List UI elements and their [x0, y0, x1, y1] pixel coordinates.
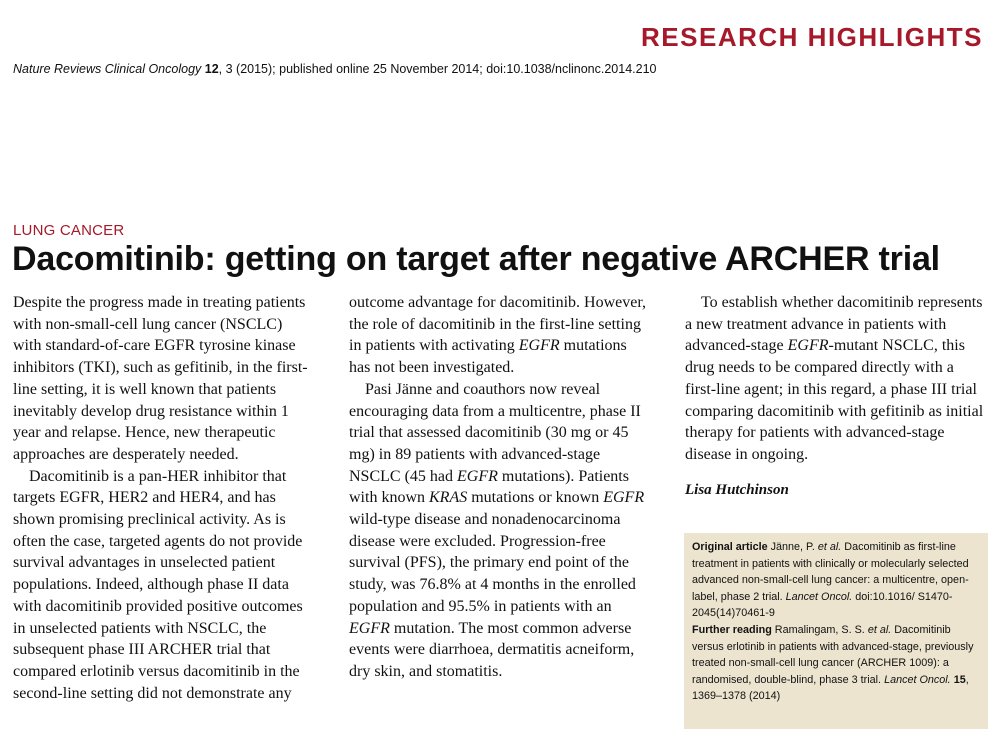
paragraph-dacomitinib-continued — [349, 292, 649, 379]
p2-word: in — [349, 337, 362, 355]
p2-gene: EGFR — [518, 337, 560, 355]
p3-text-e: mutation. The most common adverse events were diarrhoea, dermatitis acneiform, dry skin, and stomatitis. — [349, 619, 635, 680]
p2-word: the — [349, 315, 369, 333]
original-authors: Jänne, P. — [767, 541, 818, 553]
p2-word: outcomes — [241, 597, 303, 615]
p2-word: do — [209, 532, 226, 550]
further-reading-reference — [692, 622, 980, 705]
p2-word: EGFR, — [59, 489, 105, 507]
p2-word: second-line — [13, 684, 87, 702]
p2-word: in — [499, 315, 512, 333]
p2-word: HER4, — [179, 489, 224, 507]
p2-word: the — [49, 532, 70, 550]
p2-word: trial — [216, 641, 243, 659]
p2-word: that — [246, 641, 271, 659]
p2-word: been — [398, 359, 429, 377]
p2-word: targets — [13, 489, 56, 507]
p2-word: any — [268, 684, 292, 702]
p2-word: with — [13, 597, 42, 615]
p2-word: dacomitinib — [183, 662, 260, 680]
journal-volume: 12 — [204, 62, 219, 76]
p3-text-b: mutations). Patients with known — [349, 467, 629, 507]
p2-word: survival — [13, 554, 65, 572]
further-reading-label: Further reading — [692, 623, 772, 636]
original-journal: Lancet Oncol. — [785, 590, 853, 603]
p2-word: is — [275, 511, 286, 529]
original-article-reference — [692, 539, 980, 622]
p2-word: ARCHER — [147, 641, 213, 659]
p4-gene: EGFR — [787, 337, 829, 355]
p2-word: subsequent — [13, 641, 85, 659]
section-header: RESEARCH HIGHLIGHTS — [641, 22, 983, 52]
further-journal: Lancet Oncol. — [884, 673, 951, 686]
p2-word: did — [137, 684, 158, 702]
article-title: Dacomitinib: getting on target after negative ARCHER trial — [12, 240, 940, 278]
p2-word: dacomitinib — [45, 597, 122, 615]
p2-word: with — [154, 619, 184, 637]
p3-gene-3: EGFR — [349, 619, 390, 637]
p2-word: outcome — [349, 294, 405, 311]
p2-word: and — [152, 489, 176, 507]
p4-text-a: To establish whether dacomitinib represents a new treatment advance in patients with advanced-stage — [685, 294, 983, 355]
references-box — [684, 533, 988, 729]
journal-citation — [13, 62, 657, 76]
p2-word: NSCLC, — [187, 619, 243, 637]
paragraph-conclusion — [685, 292, 985, 466]
p3-text-a: Pasi Jänne and coauthors now reveal encouraging data from a multicentre, phase II trial that assessed dacomitinib (30 mg or 45 mg) in 89 patients with advanced-stage NSCLC (45 had — [349, 380, 641, 485]
p2-word: HER2 — [108, 489, 149, 507]
p2-word: unselected — [29, 619, 97, 637]
p2-word: a — [127, 467, 135, 485]
p2-word: that — [262, 467, 287, 485]
original-doi: doi:10.1016/ S1470-2045(14)70461-9 — [692, 590, 953, 620]
p2-word: compared — [13, 662, 77, 680]
p2-word: mutations — [563, 337, 627, 355]
p2-word: activity. — [199, 511, 251, 529]
p2-word: has — [349, 359, 371, 377]
p2-word: erlotinib — [80, 662, 135, 680]
p2-word: advantages — [68, 554, 140, 572]
p2-word: the — [515, 315, 536, 333]
p2-word: not — [161, 684, 183, 702]
p2-word: II — [247, 576, 259, 594]
original-article-label: Original article — [692, 541, 768, 553]
p2-word: and — [227, 489, 251, 507]
journal-name: Nature Reviews Clinical Oncology — [13, 62, 202, 76]
p2-word: targeted — [108, 532, 161, 550]
further-title: Dacomitinib versus erlotinib in patients with advanced-stage, previously treated non-small-cell lung cancer (ARCHER 1009): a randomised, double-blind, phase 3 trial. — [692, 623, 974, 686]
p2-word: role — [372, 315, 398, 333]
citation-details: , 3 (2015); published online 25 November 2014; doi:10.1038/nclinonc.2014.210 — [218, 62, 657, 76]
p2-word: shown — [13, 511, 55, 529]
p2-word: investigated. — [432, 359, 515, 377]
p2-word: advantage — [408, 294, 473, 311]
article-category: LUNG CANCER — [13, 222, 125, 239]
p2-word: provide — [253, 532, 303, 550]
p2-word: first-line — [539, 315, 595, 333]
p2-word: although — [147, 576, 204, 594]
p2-word: setting — [90, 684, 134, 702]
text-column-3 — [685, 292, 985, 501]
p2-word: inhibitor — [203, 467, 259, 485]
paragraph-trial-results — [349, 379, 649, 683]
p2-word: unselected — [160, 554, 228, 572]
paragraph-dacomitinib — [13, 466, 313, 705]
p3-gene-2: EGFR — [603, 489, 645, 507]
p2-word: III — [128, 641, 145, 659]
p2-word: promising — [58, 511, 124, 529]
p2-word: Indeed, — [95, 576, 144, 594]
p3-text-d: wild-type disease and nonadenocarcinoma disease were excluded. Progression-free survival (PFS), the primary end point of the study, was 76.8% at 4 months in the enrolled population and 95.5% in patients with an — [349, 511, 636, 615]
p2-word: case, — [73, 532, 105, 550]
text-column-2-flow — [349, 292, 649, 683]
p2-word: not — [374, 359, 395, 377]
p3-gene-kras: KRAS — [429, 489, 468, 507]
p2-word: phase — [88, 641, 125, 659]
text-column-1 — [13, 292, 313, 704]
original-title: Dacomitinib as first-line treatment in patients with clinically or molecularly selected advanced non-small-cell lung cancer: a multicentre, open-label, phase 2 trial. — [692, 541, 969, 603]
p2-word: data — [262, 576, 289, 594]
p2-word: patients — [365, 337, 416, 355]
p2-word: phase — [207, 576, 244, 594]
author-name: Lisa Hutchinson — [685, 481, 789, 498]
p2-word: not — [229, 532, 250, 550]
p2-word: patients — [100, 619, 151, 637]
p2-word: dacomitinib. — [499, 294, 581, 311]
p2-word: demonstrate — [186, 684, 265, 702]
further-volume: 15 — [953, 673, 966, 686]
p2-word: However, — [584, 294, 647, 311]
p2-word: preclinical — [127, 511, 196, 529]
p2-word: agents — [164, 532, 206, 550]
p2-word: positive — [186, 597, 238, 615]
p2-word: in — [263, 662, 277, 680]
p2-word: often — [13, 532, 46, 550]
further-pages: , 1369–1378 (2014) — [692, 673, 969, 703]
p2-word: Dacomitinib — [29, 467, 109, 485]
p2-word: activating — [451, 337, 515, 355]
p2-word: setting — [598, 315, 641, 333]
further-authors: Ramalingam, S. S. — [771, 623, 868, 636]
p2-word: patient — [231, 554, 276, 572]
p2-word: dacomitinib — [418, 315, 496, 333]
p2-word: provided — [125, 597, 183, 615]
p2-word: the — [280, 662, 300, 680]
p2-word: versus — [138, 662, 180, 680]
p2-word: the — [246, 619, 267, 637]
paragraph-intro: Despite the progress made in treating patients with non-small-cell lung cancer (NSCLC) with standard-of-care EGFR tyrosine kinase inhibitors (TKI), such as gefitinib, in the first-line setting, it is well known that patients inevitably develop drug resistance within 1 year and relapse. Hence, new therapeutic approaches are desperately needed. — [13, 294, 308, 463]
p2-word: As — [253, 511, 272, 529]
p2-word: for — [476, 294, 496, 311]
original-etal: et al. — [817, 541, 842, 553]
p2-word: pan-HER — [138, 467, 200, 485]
further-etal: et al. — [867, 623, 892, 636]
p3-gene-1: EGFR — [457, 467, 498, 485]
p2-word: in — [13, 619, 26, 637]
p2-word: of — [401, 315, 415, 333]
p3-text-c: mutations or known — [467, 489, 604, 507]
p2-word: has — [254, 489, 276, 507]
p2-word: is — [112, 467, 124, 485]
p2-word: in — [143, 554, 157, 572]
p2-word: with — [419, 337, 448, 355]
p2-word: populations. — [13, 576, 92, 594]
p4-text-b: -mutant NSCLC, this drug needs to be compared directly with a first-line agent; in this regard, a phase III trial comparing dacomitinib with gefitinib as initial therapy for patients with advanced-stage disease in ongoing. — [685, 337, 984, 463]
